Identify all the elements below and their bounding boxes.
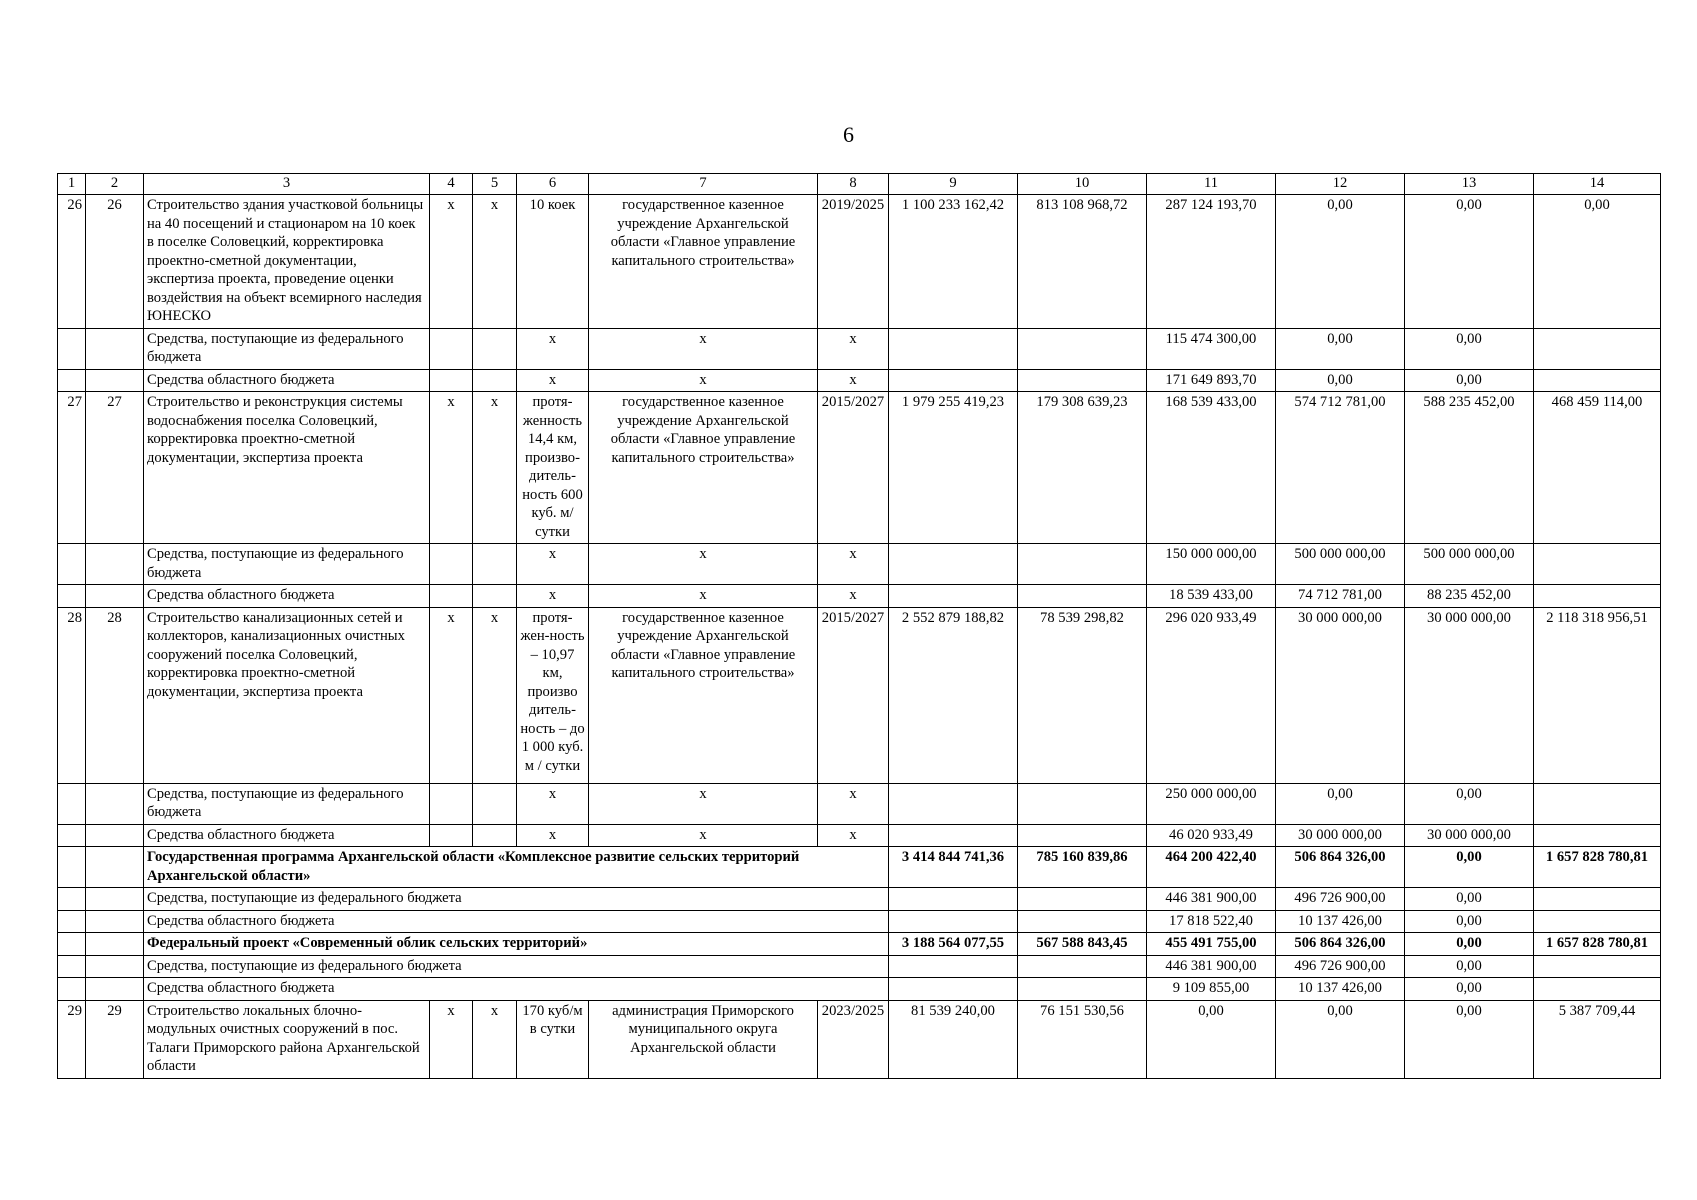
empty-cell (86, 544, 144, 585)
empty-cell (1534, 585, 1661, 608)
amount-v12: 496 726 900,00 (1276, 955, 1405, 978)
cell-mark: х (589, 369, 818, 392)
empty-cell (1018, 544, 1147, 585)
funding-source-row (58, 544, 1661, 585)
total-v9: 3 188 564 077,55 (889, 933, 1018, 956)
capacity: 10 коек (517, 195, 589, 329)
empty-cell (86, 369, 144, 392)
total-row (58, 847, 1661, 888)
amount-v12: 0,00 (1276, 783, 1405, 824)
amount-v12: 10 137 426,00 (1276, 978, 1405, 1001)
funding-source: Средства, поступающие из федерального бюджета (144, 783, 430, 824)
amount-v11: 168 539 433,00 (1147, 392, 1276, 544)
capacity: протя-женность 14,4 км, произво-дитель-ность 600 куб. м/сутки (517, 392, 589, 544)
customer: администрация Приморского муниципального округа Архангельской области (589, 1000, 818, 1078)
column-number: 14 (1534, 174, 1661, 195)
empty-cell (473, 328, 517, 369)
amount-v12: 0,00 (1276, 195, 1405, 329)
empty-cell (473, 544, 517, 585)
cell-mark: х (517, 328, 589, 369)
funding-source-row (58, 369, 1661, 392)
cell-mark: х (473, 195, 517, 329)
empty-cell (889, 910, 1018, 933)
amount-v9: 81 539 240,00 (889, 1000, 1018, 1078)
cell-mark: х (589, 585, 818, 608)
column-number: 10 (1018, 174, 1147, 195)
row-number-alt: 26 (86, 195, 144, 329)
project-row (58, 607, 1661, 783)
funding-source-row (58, 888, 1661, 911)
amount-v13: 0,00 (1405, 910, 1534, 933)
empty-cell (86, 328, 144, 369)
empty-cell (1018, 955, 1147, 978)
capacity: протя-жен-ность – 10,97 км, произво дитель-ность – до 1 000 куб. м / сутки (517, 607, 589, 783)
column-number: 9 (889, 174, 1018, 195)
empty-cell (1534, 978, 1661, 1001)
amount-v13: 0,00 (1405, 978, 1534, 1001)
total-v9: 3 414 844 741,36 (889, 847, 1018, 888)
row-number: 28 (58, 607, 86, 783)
amount-v11: 446 381 900,00 (1147, 955, 1276, 978)
empty-cell (58, 888, 86, 911)
amount-v12: 500 000 000,00 (1276, 544, 1405, 585)
amount-v11: 446 381 900,00 (1147, 888, 1276, 911)
funding-source: Средства, поступающие из федерального бюджета (144, 328, 430, 369)
empty-cell (58, 933, 86, 956)
empty-cell (1018, 910, 1147, 933)
funding-source: Средства областного бюджета (144, 910, 889, 933)
period: 2015/2027 (818, 392, 889, 544)
amount-v11: 17 818 522,40 (1147, 910, 1276, 933)
project-row (58, 195, 1661, 329)
amount-v13: 500 000 000,00 (1405, 544, 1534, 585)
object-name: Строительство локальных блочно-модульных очистных сооружений в пос. Талаги Приморского района Архангельской области (144, 1000, 430, 1078)
amount-v13: 0,00 (1405, 195, 1534, 329)
funding-source-row (58, 328, 1661, 369)
total-v13: 0,00 (1405, 847, 1534, 888)
empty-cell (1534, 328, 1661, 369)
empty-cell (430, 783, 473, 824)
cell-mark: х (430, 392, 473, 544)
funding-source-row (58, 978, 1661, 1001)
empty-cell (1018, 783, 1147, 824)
amount-v14: 2 118 318 956,51 (1534, 607, 1661, 783)
funding-source-row (58, 824, 1661, 847)
empty-cell (86, 888, 144, 911)
amount-v11: 171 649 893,70 (1147, 369, 1276, 392)
total-v11: 464 200 422,40 (1147, 847, 1276, 888)
column-number: 3 (144, 174, 430, 195)
page-number: 6 (843, 122, 854, 147)
amount-v10: 179 308 639,23 (1018, 392, 1147, 544)
empty-cell (1018, 888, 1147, 911)
column-number: 2 (86, 174, 144, 195)
amount-v12: 30 000 000,00 (1276, 607, 1405, 783)
empty-cell (86, 847, 144, 888)
cell-mark: х (473, 607, 517, 783)
amount-v12: 10 137 426,00 (1276, 910, 1405, 933)
period: 2019/2025 (818, 195, 889, 329)
amount-v13: 588 235 452,00 (1405, 392, 1534, 544)
total-v14: 1 657 828 780,81 (1534, 933, 1661, 956)
cell-mark: х (517, 783, 589, 824)
amount-v11: 18 539 433,00 (1147, 585, 1276, 608)
cell-mark: х (430, 607, 473, 783)
row-number: 27 (58, 392, 86, 544)
empty-cell (1018, 978, 1147, 1001)
period: 2023/2025 (818, 1000, 889, 1078)
amount-v9: 2 552 879 188,82 (889, 607, 1018, 783)
cell-mark: х (818, 824, 889, 847)
funding-source: Средства областного бюджета (144, 978, 889, 1001)
cell-mark: х (517, 585, 589, 608)
empty-cell (58, 847, 86, 888)
period: 2015/2027 (818, 607, 889, 783)
empty-cell (58, 369, 86, 392)
empty-cell (58, 824, 86, 847)
empty-cell (889, 888, 1018, 911)
empty-cell (889, 783, 1018, 824)
amount-v13: 0,00 (1405, 888, 1534, 911)
customer: государственное казенное учреждение Архангельской области «Главное управление капитального строительства» (589, 195, 818, 329)
amount-v12: 74 712 781,00 (1276, 585, 1405, 608)
amount-v12: 30 000 000,00 (1276, 824, 1405, 847)
amount-v13: 0,00 (1405, 328, 1534, 369)
total-v12: 506 864 326,00 (1276, 847, 1405, 888)
empty-cell (1534, 783, 1661, 824)
amount-v11: 0,00 (1147, 1000, 1276, 1078)
empty-cell (86, 824, 144, 847)
row-number-alt: 28 (86, 607, 144, 783)
empty-cell (889, 978, 1018, 1001)
cell-mark: х (818, 544, 889, 585)
amount-v10: 813 108 968,72 (1018, 195, 1147, 329)
total-v10: 785 160 839,86 (1018, 847, 1147, 888)
project-row (58, 1000, 1661, 1078)
cell-mark: х (589, 544, 818, 585)
column-number-row (58, 174, 1661, 195)
empty-cell (58, 783, 86, 824)
empty-cell (430, 544, 473, 585)
amount-v11: 9 109 855,00 (1147, 978, 1276, 1001)
cell-mark: х (589, 824, 818, 847)
total-v11: 455 491 755,00 (1147, 933, 1276, 956)
amount-v13: 0,00 (1405, 955, 1534, 978)
object-name: Строительство канализационных сетей и коллекторов, канализационных очистных сооружений поселка Соловецкий, корректировка проектно-сметной документации, экспертиза проекта (144, 607, 430, 783)
empty-cell (1018, 585, 1147, 608)
amount-v11: 115 474 300,00 (1147, 328, 1276, 369)
empty-cell (473, 783, 517, 824)
cell-mark: х (589, 783, 818, 824)
amount-v11: 46 020 933,49 (1147, 824, 1276, 847)
funding-source: Средства областного бюджета (144, 585, 430, 608)
object-name: Строительство и реконструкция системы водоснабжения поселка Соловецкий, корректировка проектно-сметной документации, экспертиза проекта (144, 392, 430, 544)
empty-cell (889, 328, 1018, 369)
funding-source-row (58, 585, 1661, 608)
amount-v12: 0,00 (1276, 1000, 1405, 1078)
empty-cell (86, 978, 144, 1001)
project-row (58, 392, 1661, 544)
amount-v11: 250 000 000,00 (1147, 783, 1276, 824)
cell-mark: х (430, 195, 473, 329)
amount-v12: 0,00 (1276, 369, 1405, 392)
empty-cell (86, 933, 144, 956)
customer: государственное казенное учреждение Архангельской области «Главное управление капитального строительства» (589, 607, 818, 783)
empty-cell (1018, 328, 1147, 369)
empty-cell (889, 369, 1018, 392)
empty-cell (1534, 544, 1661, 585)
empty-cell (1534, 369, 1661, 392)
amount-v13: 30 000 000,00 (1405, 824, 1534, 847)
empty-cell (430, 585, 473, 608)
funding-source: Средства, поступающие из федерального бюджета (144, 955, 889, 978)
empty-cell (58, 544, 86, 585)
funding-source-row (58, 955, 1661, 978)
funding-source: Средства, поступающие из федерального бюджета (144, 888, 889, 911)
program-name: Федеральный проект «Современный облик сельских территорий» (144, 933, 889, 956)
cell-mark: х (517, 544, 589, 585)
column-number: 8 (818, 174, 889, 195)
row-number: 29 (58, 1000, 86, 1078)
amount-v11: 287 124 193,70 (1147, 195, 1276, 329)
empty-cell (58, 585, 86, 608)
row-number-alt: 27 (86, 392, 144, 544)
funding-source-row (58, 783, 1661, 824)
empty-cell (1018, 369, 1147, 392)
empty-cell (1534, 824, 1661, 847)
cell-mark: х (818, 585, 889, 608)
column-number: 6 (517, 174, 589, 195)
total-v13: 0,00 (1405, 933, 1534, 956)
empty-cell (1534, 910, 1661, 933)
amount-v14: 5 387 709,44 (1534, 1000, 1661, 1078)
amount-v13: 88 235 452,00 (1405, 585, 1534, 608)
cell-mark: х (589, 328, 818, 369)
amount-v10: 76 151 530,56 (1018, 1000, 1147, 1078)
empty-cell (889, 955, 1018, 978)
object-name: Строительство здания участковой больницы на 40 посещений и стационаром на 10 коек в поселке Соловецкий, корректировка проектно-сметной документации, экспертиза проекта, проведение оценки воздействия на объект всемирного наследия ЮНЕСКО (144, 195, 430, 329)
funding-source: Средства, поступающие из федерального бюджета (144, 544, 430, 585)
cell-mark: х (818, 369, 889, 392)
cell-mark: х (517, 824, 589, 847)
empty-cell (58, 328, 86, 369)
cell-mark: х (473, 392, 517, 544)
column-number: 5 (473, 174, 517, 195)
row-number: 26 (58, 195, 86, 329)
cell-mark: х (818, 328, 889, 369)
amount-v9: 1 979 255 419,23 (889, 392, 1018, 544)
empty-cell (1018, 824, 1147, 847)
empty-cell (473, 369, 517, 392)
funding-source: Средства областного бюджета (144, 824, 430, 847)
amount-v12: 574 712 781,00 (1276, 392, 1405, 544)
amount-v12: 496 726 900,00 (1276, 888, 1405, 911)
cell-mark: х (430, 1000, 473, 1078)
total-v14: 1 657 828 780,81 (1534, 847, 1661, 888)
empty-cell (889, 585, 1018, 608)
total-v12: 506 864 326,00 (1276, 933, 1405, 956)
customer: государственное казенное учреждение Архангельской области «Главное управление капитального строительства» (589, 392, 818, 544)
column-number: 7 (589, 174, 818, 195)
empty-cell (1534, 888, 1661, 911)
amount-v13: 0,00 (1405, 1000, 1534, 1078)
column-number: 4 (430, 174, 473, 195)
amount-v14: 0,00 (1534, 195, 1661, 329)
program-name: Государственная программа Архангельской области «Комплексное развитие сельских территорий Архангельской области» (144, 847, 889, 888)
empty-cell (1534, 955, 1661, 978)
empty-cell (86, 585, 144, 608)
column-number: 13 (1405, 174, 1534, 195)
row-number-alt: 29 (86, 1000, 144, 1078)
budget-table (57, 173, 1661, 1079)
column-number: 1 (58, 174, 86, 195)
cell-mark: х (473, 1000, 517, 1078)
empty-cell (430, 369, 473, 392)
empty-cell (889, 544, 1018, 585)
empty-cell (58, 955, 86, 978)
empty-cell (473, 824, 517, 847)
empty-cell (430, 328, 473, 369)
empty-cell (86, 910, 144, 933)
column-number: 11 (1147, 174, 1276, 195)
empty-cell (58, 910, 86, 933)
empty-cell (86, 955, 144, 978)
amount-v13: 30 000 000,00 (1405, 607, 1534, 783)
funding-source-row (58, 910, 1661, 933)
column-number: 12 (1276, 174, 1405, 195)
amount-v14: 468 459 114,00 (1534, 392, 1661, 544)
empty-cell (430, 824, 473, 847)
amount-v13: 0,00 (1405, 783, 1534, 824)
empty-cell (473, 585, 517, 608)
amount-v12: 0,00 (1276, 328, 1405, 369)
amount-v11: 150 000 000,00 (1147, 544, 1276, 585)
funding-source: Средства областного бюджета (144, 369, 430, 392)
amount-v10: 78 539 298,82 (1018, 607, 1147, 783)
capacity: 170 куб/м в сутки (517, 1000, 589, 1078)
amount-v13: 0,00 (1405, 369, 1534, 392)
empty-cell (86, 783, 144, 824)
total-v10: 567 588 843,45 (1018, 933, 1147, 956)
empty-cell (889, 824, 1018, 847)
amount-v9: 1 100 233 162,42 (889, 195, 1018, 329)
total-row (58, 933, 1661, 956)
cell-mark: х (818, 783, 889, 824)
amount-v11: 296 020 933,49 (1147, 607, 1276, 783)
empty-cell (58, 978, 86, 1001)
cell-mark: х (517, 369, 589, 392)
